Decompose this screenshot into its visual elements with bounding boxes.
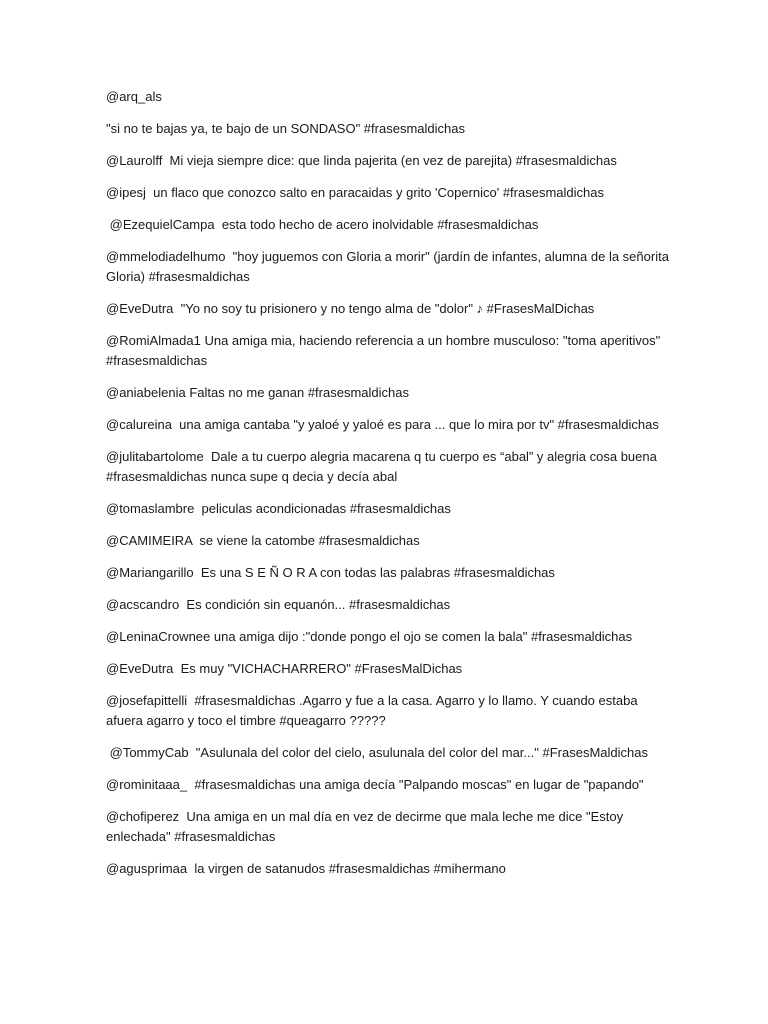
tweet-paragraph: @EveDutra "Yo no soy tu prisionero y no tengo alma de "dolor" ♪ #FrasesMalDichas (106, 301, 595, 316)
tweet-paragraph: @RomiAlmada1 Una amiga mia, haciendo referencia a un hombre musculoso: "toma aperitivos" #frasesmaldichas (106, 333, 664, 368)
tweet-paragraph: @arq_als (106, 89, 162, 104)
tweet-paragraph: @josefapittelli #frasesmaldichas .Agarro y fue a la casa. Agarro y lo llamo. Y cuando estaba afuera agarro y toco el timbre #queagarro ????? (106, 693, 642, 728)
tweet-paragraph: @aniabelenia Faltas no me ganan #frasesmaldichas (106, 385, 409, 400)
tweet-paragraph: @chofiperez Una amiga en un mal día en vez de decirme que mala leche me dice "Estoy enlechada" #frasesmaldichas (106, 809, 627, 844)
tweet-paragraph: @calureina una amiga cantaba "y yaloé y yaloé es para ... que lo mira por tv" #frasesmaldichas (106, 417, 659, 432)
tweet-paragraph: @Laurolff Mi vieja siempre dice: que linda pajerita (en vez de parejita) #frasesmaldichas (106, 153, 617, 168)
tweet-paragraph: @rominitaaa_ #frasesmaldichas una amiga decía "Palpando moscas" en lugar de "papando" (106, 777, 644, 792)
tweet-paragraph: @Mariangarillo Es una S E Ñ O R A con todas las palabras #frasesmaldichas (106, 565, 555, 580)
tweet-paragraph: @EveDutra Es muy "VICHACHARRERO" #FrasesMalDichas (106, 661, 463, 676)
tweet-paragraph: @mmelodiadelhumo "hoy juguemos con Gloria a morir" (jardín de infantes, alumna de la señorita Gloria) #frasesmaldichas (106, 249, 673, 284)
tweet-paragraph: "si no te bajas ya, te bajo de un SONDASO" #frasesmaldichas (106, 121, 465, 136)
document-page (106, 87, 676, 891)
tweet-paragraph: @LeninaCrownee una amiga dijo :"donde pongo el ojo se comen la bala" #frasesmaldichas (106, 629, 633, 644)
tweet-paragraph: @EzequielCampa esta todo hecho de acero inolvidable #frasesmaldichas (106, 217, 539, 232)
tweet-paragraph: @tomaslambre peliculas acondicionadas #frasesmaldichas (106, 501, 451, 516)
tweet-paragraph: @agusprimaa la virgen de satanudos #frasesmaldichas #mihermano (106, 861, 506, 876)
tweet-paragraph: @julitabartolome Dale a tu cuerpo alegria macarena q tu cuerpo es “abal” y alegria cosa buena #frasesmaldichas nunca supe q decia y decía abal (106, 449, 661, 484)
tweet-paragraph: @ipesj un flaco que conozco salto en paracaidas y grito 'Copernico' #frasesmaldichas (106, 185, 604, 200)
tweet-paragraph: @TommyCab "Asulunala del color del cielo, asulunala del color del mar..." #FrasesMaldichas (106, 745, 648, 760)
tweet-paragraph: @CAMIMEIRA se viene la catombe #frasesmaldichas (106, 533, 420, 548)
tweet-paragraph: @acscandro Es condición sin equanón... #frasesmaldichas (106, 597, 451, 612)
